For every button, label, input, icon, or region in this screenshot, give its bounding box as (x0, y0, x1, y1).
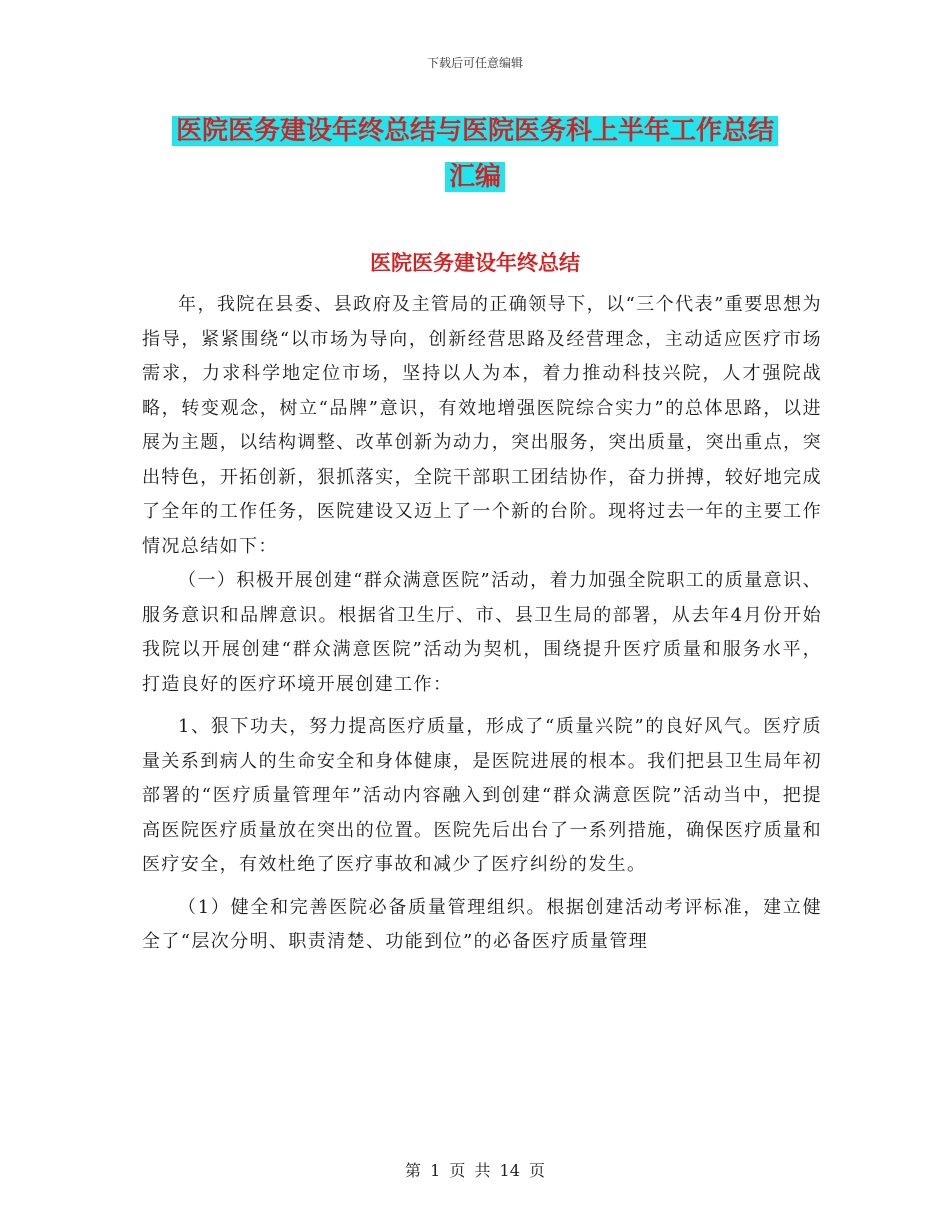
paragraph-section-1: （一）积极开展创建“群众满意医院”活动，着力加强全院职工的质量意识、服务意识和品牌意识。根据省卫生厅、市、县卫生局的部署，从去年4月份开始我院以开展创建“群众满意医院”活动为契机，围绕提升医疗质量和服务水平，打造良好的医疗环境开展创建工作： (142, 570, 822, 695)
paragraph-item-1: 1、狠下功夫，努力提高医疗质量，形成了“质量兴院”的良好风气。医疗质量关系到病人的生命安全和身体健康，是医院进展的根本。我们把县卫生局年初部署的“医疗质量管理年”活动内容融入到创建“群众满意医院”活动当中，把提高医院医疗质量放在突出的位置。医院先后出台了一系列措施，确保医疗质量和医疗安全，有效杜绝了医疗事故和减少了医疗纠纷的发生。 (142, 716, 822, 875)
paragraph-intro: 年，我院在县委、县政府及主管局的正确领导下，以“三个代表”重要思想为指导，紧紧围绕“以市场为导向，创新经营思路及经营理念，主动适应医疗市场需求，力求科学地定位市场，坚持以人为本，着力推动科技兴院，人才强院战略，转变观念，树立“品牌”意识，有效地增强医院综合实力”的总体思路，以进展为主题，以结构调整、改革创新为动力，突出服务，突出质量，突出重点，突出特色，开拓创新，狠抓落实，全院干部职工团结协作，奋力拼搏，较好地完成了全年的工作任务，医院建设又迈上了一个新的台阶。现将过去一年的主要工作情况总结如下： (142, 294, 822, 557)
document-title (140, 108, 810, 200)
page-number: 第 1 页 共 14 页 (405, 1161, 545, 1180)
document-title-line-2: 汇编 (445, 162, 505, 192)
page-header-note: 下载后可任意编辑 (426, 56, 523, 70)
document-title-line-1: 医院医务建设年终总结与医院医务科上半年工作总结 (172, 116, 778, 146)
paragraph-sub-item-1: （1）健全和完善医院必备质量管理组织。根据创建活动考评标准，建立健全了“层次分明、职责清楚、功能到位”的必备医疗质量管理 (142, 896, 822, 952)
section-heading: 医院医务建设年终总结 (370, 251, 580, 275)
body-text (142, 288, 822, 960)
